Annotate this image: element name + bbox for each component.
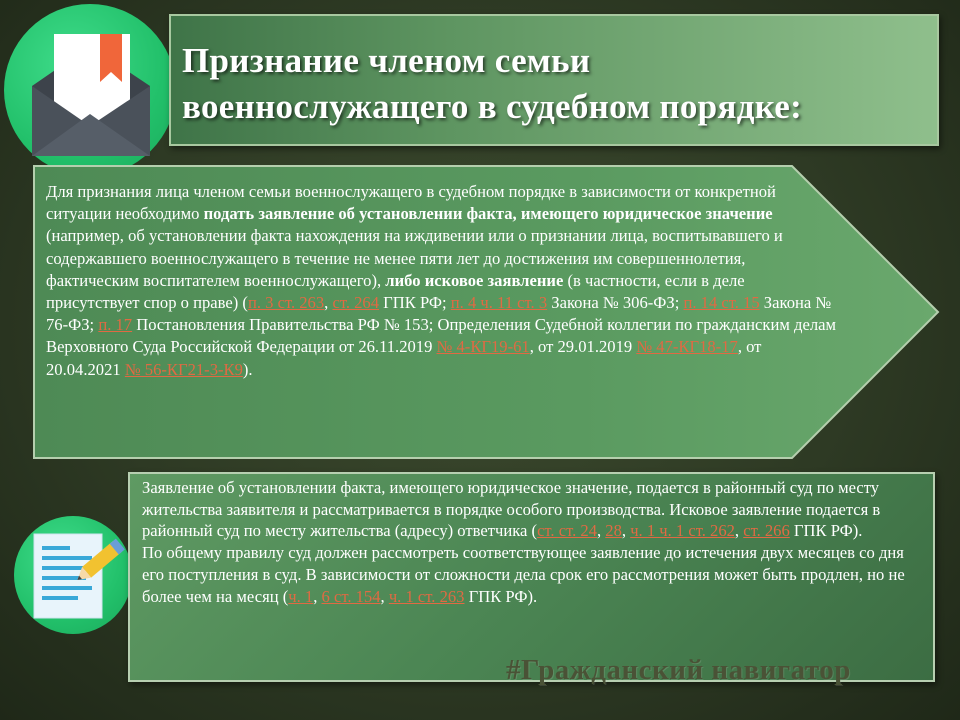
bold-run: либо исковое заявление <box>385 270 564 290</box>
court-info-panel <box>128 472 935 682</box>
court-info-paragraph <box>142 477 922 607</box>
text-run: Для признания лица членом семьи военнослужащего в судебном порядке в зависимости от конкретной ситуации необходимо <box>46 182 776 224</box>
law-link[interactable]: ч. 1 ст. 263 <box>388 586 465 606</box>
title-line-1: Признание членом семьи <box>182 41 591 80</box>
document-pencil-icon <box>14 516 132 634</box>
text-run: (в частности, если в деле присутствует спор о праве) ( <box>46 270 745 313</box>
envelope-bookmark-icon <box>4 4 176 176</box>
law-link[interactable]: ч. 1 <box>288 586 314 606</box>
text-run: , <box>621 521 631 541</box>
text-run: ГПК РФ). <box>789 521 863 541</box>
law-link[interactable]: ч. 1 ч. 1 ст. 262 <box>630 521 735 541</box>
text-run: , от 20.04.2021 <box>46 337 762 379</box>
page-title <box>182 38 927 130</box>
law-link[interactable]: ст. 264 <box>332 293 380 313</box>
law-link[interactable]: 6 ст. 154 <box>321 586 381 606</box>
document-icon-circle <box>14 516 132 634</box>
text-run: , <box>597 521 606 541</box>
law-link[interactable]: п. 17 <box>98 315 133 335</box>
text-run: Заявление об установлении факта, имеющего юридическое значение, подается в районный суд по месту жительства заявителя и рассматривается в порядке особого производства. Исковое заявление подается в районный суд по месту жительства (адресу) ответчика ( <box>142 478 881 541</box>
court-ruling-link[interactable]: № 4-КГ19-61 <box>436 337 530 357</box>
arrow-info-panel <box>32 164 940 460</box>
law-link[interactable]: 28 <box>605 521 622 541</box>
hashtag-label: #Гражданский навигатор <box>506 654 851 686</box>
law-link[interactable]: ст. ст. 24 <box>537 521 597 541</box>
text-run: , <box>380 586 389 606</box>
text-run: ГПК РФ; <box>379 293 451 313</box>
law-link[interactable]: п. 14 ст. 15 <box>683 293 760 313</box>
text-run: ). <box>242 359 253 379</box>
law-link[interactable]: п. 3 ст. 263 <box>247 293 325 313</box>
law-link[interactable]: ст. 266 <box>743 521 790 541</box>
envelope-icon-circle <box>4 4 176 176</box>
title-line-2: военнослужащего в судебном порядке: <box>182 87 803 126</box>
bold-run: подать заявление об установлении факта, имеющего юридическое значение <box>203 204 773 224</box>
text-run: , от 29.01.2019 <box>529 337 637 357</box>
text-run: Закона № 306-ФЗ; <box>547 293 684 313</box>
text-run: , <box>313 586 322 606</box>
arrow-paragraph <box>46 181 836 381</box>
text-run: , <box>734 521 744 541</box>
text-run: (например, об установлении факта нахождения на иждивении или о признании лица, воспитывавшего и содержавшего военнослужащего в течение не менее пяти лет до достижения им совершеннолетия, фактическим воспитателем военнослужащего), <box>46 226 783 290</box>
text-run: По общему правилу суд должен рассмотреть соответствующее заявление до истечения двух месяцев со дня его поступления в суд. В зависимости от сложности дела срок его рассмотрения может быть продлен, но не более чем на месяц ( <box>142 543 905 606</box>
title-banner <box>169 14 939 146</box>
text-run: , <box>324 293 333 313</box>
law-link[interactable]: п. 4 ч. 11 ст. 3 <box>450 293 548 313</box>
court-ruling-link[interactable]: № 56-КГ21-3-К9 <box>124 359 243 379</box>
text-run: Постановления Правительства РФ № 153; Определения Судебной коллегии по гражданским делам Верховного Суда Российской Федерации от 26.11.2019 <box>46 315 836 357</box>
text-run: Закона № 76-ФЗ; <box>46 293 832 335</box>
text-run: ГПК РФ). <box>464 586 538 606</box>
court-ruling-link[interactable]: № 47-КГ18-17 <box>636 337 738 357</box>
